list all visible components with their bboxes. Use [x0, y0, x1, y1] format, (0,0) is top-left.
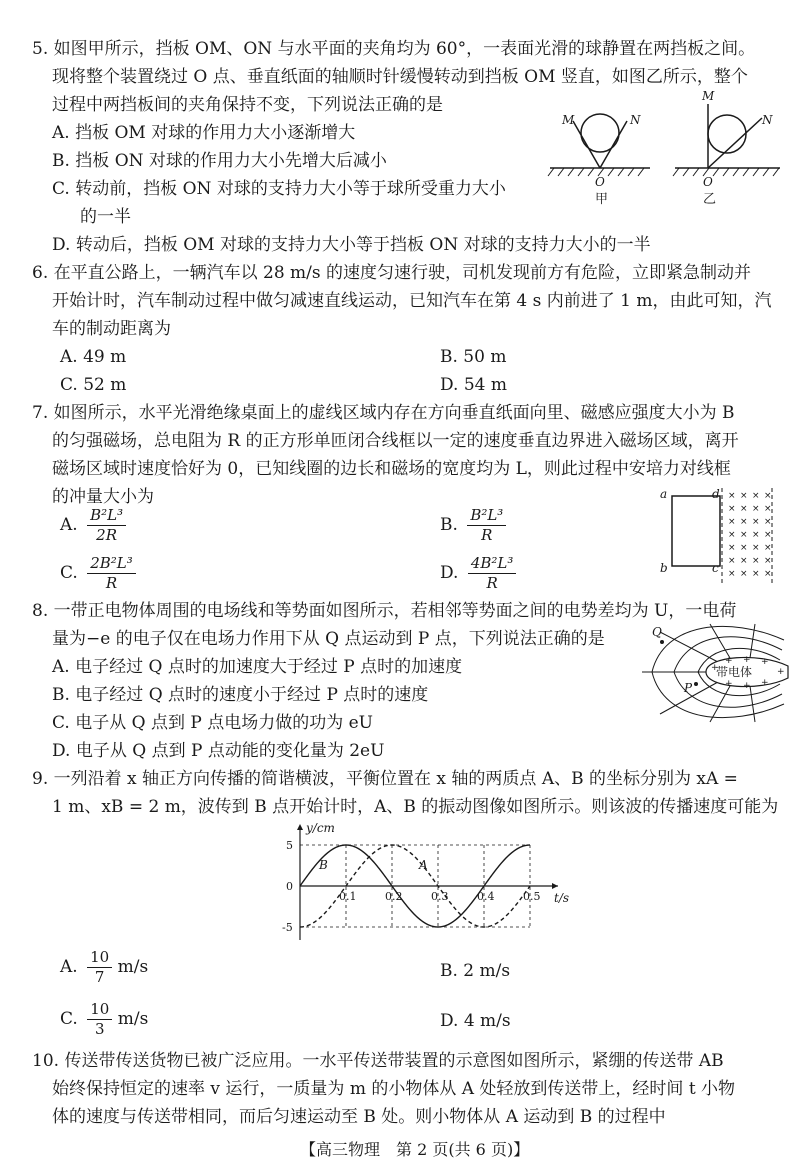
q10-stem-line3: 体的速度与传送带相同，而后匀速运动至 B 处。则小物体从 A 运动到 B 的过程中	[52, 1107, 666, 1127]
q6-option-b: B. 50 m	[440, 347, 507, 367]
field-cross-13: ×	[740, 530, 748, 540]
q8-option-d: D. 电子从 Q 点到 P 点动能的变化量为 2eU	[52, 741, 385, 761]
field-cross-15: ×	[764, 530, 772, 540]
q7-option-a-label: A.	[60, 515, 78, 535]
q8-label-q: Q	[652, 625, 662, 639]
field-cross-18: ×	[752, 543, 760, 553]
field-cross-8: ×	[728, 517, 736, 527]
q7-option-a-fraction	[87, 506, 126, 545]
q9-option-c-denominator: 3	[94, 1020, 105, 1038]
q7-option-a-denominator: 2R	[96, 526, 118, 544]
q9-option-c-fraction	[87, 1000, 112, 1039]
field-cross-10: ×	[752, 517, 760, 527]
q7-option-a-numerator: B²L³	[87, 506, 126, 526]
q7-option-c-numerator: 2B²L³	[87, 554, 136, 574]
q7-figure	[650, 484, 790, 596]
q7-option-d	[440, 554, 516, 593]
q7-option-c	[60, 554, 136, 593]
q5-figure	[540, 88, 800, 213]
x-tick-label-2: 0.3	[431, 890, 449, 903]
q5-stem-line2: 现将整个装置绕过 O 点、垂直纸面的轴顺时针缓慢转动到挡板 OM 竖直，如图乙所示，整个	[52, 67, 748, 87]
q9-option-a-unit: m/s	[117, 957, 149, 977]
svg-text:+: +	[761, 678, 769, 688]
q6-stem-line1: 6. 在平直公路上，一辆汽车以 28 m/s 的速度匀速行驶，司机发现前方有危险，立即紧急制动并	[32, 263, 752, 283]
field-cross-9: ×	[740, 517, 748, 527]
q9-stem-line2: 1 m、xB = 2 m，波传到 B 点开始计时，A、B 的振动图像如图所示。则该波的传播速度可能为	[52, 797, 779, 817]
q9-option-a	[60, 948, 148, 987]
q8-figure	[640, 622, 790, 724]
q7-label-a: a	[660, 487, 668, 501]
field-cross-24: ×	[728, 569, 736, 579]
q7-option-d-fraction	[468, 554, 517, 593]
q5-figure-yi	[673, 89, 780, 207]
field-cross-2: ×	[752, 491, 760, 501]
q7-option-a	[60, 506, 126, 545]
q9-option-b: B. 2 m/s	[440, 961, 511, 981]
series-b-label: B	[319, 857, 328, 872]
q8-label-p: P	[684, 681, 693, 695]
x-tick-label-0: 0.1	[339, 890, 357, 903]
q8-option-b: B. 电子经过 Q 点时的速度小于经过 P 点时的速度	[52, 685, 429, 705]
q5-label-n-jia: N	[630, 113, 641, 127]
field-cross-4: ×	[728, 504, 736, 514]
q5-label-yi: 乙	[703, 192, 717, 207]
q8-point-q	[660, 640, 664, 644]
q7-option-d-denominator: R	[486, 574, 498, 592]
q8-option-c: C. 电子从 Q 点到 P 点电场力做的功为 eU	[52, 713, 373, 733]
q5-label-m-jia: M	[562, 113, 575, 127]
q5-stem-line1: 5. 如图甲所示，挡板 OM、ON 与水平面的夹角均为 60°，一表面光滑的球静置在两挡板之间。	[32, 39, 756, 59]
q7-magnetic-field-crosses	[728, 491, 772, 579]
field-cross-11: ×	[764, 517, 772, 527]
q9-vibration-chart	[270, 818, 570, 948]
field-cross-12: ×	[728, 530, 736, 540]
q7-label-c: c	[712, 561, 719, 575]
q7-option-b	[440, 506, 506, 545]
q7-stem-line4: 的冲量大小为	[52, 487, 154, 507]
q7-option-b-denominator: R	[481, 526, 493, 544]
field-cross-16: ×	[728, 543, 736, 553]
x-tick-label-1: 0.2	[385, 890, 403, 903]
svg-text:+: +	[777, 667, 785, 677]
q9-option-c	[60, 1000, 148, 1039]
field-cross-23: ×	[764, 556, 772, 566]
q5-label-o-jia: O	[595, 175, 605, 189]
q6-option-c: C. 52 m	[60, 375, 127, 395]
q9-option-a-fraction	[87, 948, 112, 987]
q6-stem-line2: 开始计时，汽车制动过程中做匀减速直线运动，已知汽车在第 4 s 内前进了 1 m，由此可知，汽	[52, 291, 772, 311]
field-cross-17: ×	[740, 543, 748, 553]
field-cross-22: ×	[752, 556, 760, 566]
page-footer: 【高三物理 第 2 页(共 6 页)】	[300, 1140, 530, 1159]
y-axis-arrow	[297, 824, 303, 830]
q5-figure-jia	[548, 113, 650, 207]
svg-text:+: +	[711, 663, 719, 673]
q7-option-c-denominator: R	[105, 574, 118, 592]
q9-x-axis-label: t/s	[554, 891, 570, 905]
q7-label-d: d	[712, 487, 720, 501]
q5-label-o-yi: O	[703, 175, 713, 189]
svg-text:+: +	[743, 681, 751, 691]
q6-option-a: A. 49 m	[60, 347, 127, 367]
q6-option-d: D. 54 m	[440, 375, 507, 395]
q5-stem-line3: 过程中两挡板间的夹角保持不变，下列说法正确的是	[52, 95, 443, 115]
field-cross-19: ×	[764, 543, 772, 553]
q9-option-c-numerator: 10	[87, 1000, 112, 1020]
field-cross-0: ×	[728, 491, 736, 501]
field-cross-27: ×	[764, 569, 772, 579]
q5-option-a: A. 挡板 OM 对球的作用力大小逐渐增大	[52, 123, 356, 143]
x-tick-label-3: 0.4	[477, 890, 495, 903]
y-tick-label-1: 0	[286, 880, 293, 893]
q9-option-a-label: A.	[60, 957, 78, 977]
q5-label-jia: 甲	[595, 192, 609, 207]
svg-text:+: +	[761, 657, 769, 667]
svg-text:+: +	[725, 679, 733, 689]
x-tick-label-4: 0.5	[523, 890, 541, 903]
q8-option-a: A. 电子经过 Q 点时的加速度大于经过 P 点时的加速度	[52, 657, 463, 677]
q7-label-b: b	[660, 561, 668, 575]
q7-stem-line3: 磁场区域时速度恰好为 0，已知线圈的边长和磁场的宽度均为 L，则此过程中安培力对线框	[52, 459, 731, 479]
q7-option-d-label: D.	[440, 563, 459, 583]
q5-option-c-line1: C. 转动前，挡板 ON 对球的支持力大小等于球所受重力大小	[52, 179, 506, 199]
field-cross-26: ×	[752, 569, 760, 579]
q9-option-c-unit: m/s	[117, 1009, 149, 1029]
q9-stem-line1: 9. 一列沿着 x 轴正方向传播的简谐横波，平衡位置在 x 轴的两质点 A、B 的坐标分别为 xA =	[32, 769, 738, 789]
q9-option-d: D. 4 m/s	[440, 1011, 511, 1031]
q8-body-label: 带电体	[716, 665, 753, 679]
x-axis-arrow	[552, 883, 558, 889]
field-cross-1: ×	[740, 491, 748, 501]
q8-stem-line1: 8. 一带正电物体周围的电场线和等势面如图所示，若相邻等势面之间的电势差均为 U，一电荷	[32, 601, 737, 621]
field-cross-25: ×	[740, 569, 748, 579]
field-cross-20: ×	[728, 556, 736, 566]
field-cross-3: ×	[764, 491, 772, 501]
q7-stem-line1: 7. 如图所示，水平光滑绝缘桌面上的虚线区域内存在方向垂直纸面向里、磁感应强度大小为 B	[32, 403, 735, 423]
q9-option-c-label: C.	[60, 1009, 78, 1029]
q6-stem-line3: 车的制动距离为	[52, 319, 171, 339]
q9-option-a-denominator: 7	[94, 968, 105, 986]
q7-option-d-numerator: 4B²L³	[468, 554, 517, 574]
q5-option-c-line2: 的一半	[80, 207, 131, 227]
q8-point-p	[694, 682, 698, 686]
q8-stem-line2: 量为−e 的电子仅在电场力作用下从 Q 点运动到 P 点，下列说法正确的是	[52, 629, 605, 649]
q7-stem-line2: 的匀强磁场，总电阻为 R 的正方形单匝闭合线框以一定的速度垂直边界进入磁场区域，离开	[52, 431, 739, 451]
q7-option-c-fraction	[87, 554, 136, 593]
q7-square-loop	[672, 496, 720, 566]
q7-option-c-label: C.	[60, 563, 78, 583]
q9-option-a-numerator: 10	[87, 948, 112, 968]
series-a-label: A	[419, 857, 428, 872]
y-tick-label-0: 5	[286, 839, 293, 852]
q5-option-d: D. 转动后，挡板 OM 对球的支持力大小等于挡板 ON 对球的支持力大小的一半	[52, 235, 651, 255]
q5-option-b: B. 挡板 ON 对球的作用力大小先增大后减小	[52, 151, 387, 171]
q7-option-b-numerator: B²L³	[467, 506, 506, 526]
field-cross-7: ×	[764, 504, 772, 514]
q10-stem-line2: 始终保持恒定的速率 v 运行，一质量为 m 的小物体从 A 处轻放到传送带上，经时间 t 小物	[52, 1079, 736, 1099]
field-cross-6: ×	[752, 504, 760, 514]
q5-label-n-yi: N	[762, 113, 773, 127]
svg-text:+: +	[743, 655, 751, 665]
field-cross-21: ×	[740, 556, 748, 566]
svg-text:+: +	[725, 656, 733, 666]
q5-label-m-yi: M	[702, 89, 715, 103]
q7-option-b-fraction	[467, 506, 506, 545]
q10-stem-line1: 10. 传送带传送货物已被广泛应用。一水平传送带装置的示意图如图所示，紧绷的传送带 AB	[32, 1051, 724, 1071]
y-tick-label-2: -5	[282, 921, 293, 934]
q7-option-b-label: B.	[440, 515, 458, 535]
field-cross-14: ×	[752, 530, 760, 540]
field-cross-5: ×	[740, 504, 748, 514]
q9-y-axis-label: y/cm	[306, 821, 335, 835]
